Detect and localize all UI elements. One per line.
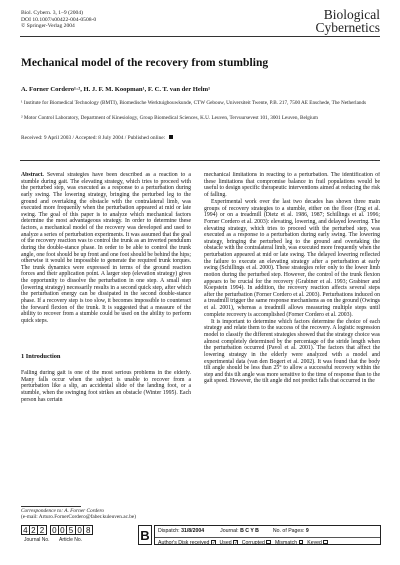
- correspondence-name: Correspondence to: A. Forner Cordero: [21, 508, 105, 514]
- abstract-text: Several strategies have been described as a reaction to a stumble during gait. The elevating strategy, which tries to proceed with the perturbed step, was executed as a response to a perturbation during early swing. The lowering strategy, bringing the perturbed leg to the ground and overtaking the obstacle with the contralateral limb, was executed more frequently when the perturbation appeared at mid or late swing. The goal of this paper is to analyze which mechanical factors determine the most advantageous strategy. In order to determine these factors, a mechanical model of the recovery was developed and used to analyze a series of perturbation experiments. It was assumed that the goal of the recovery reaction was to control the trunk as an inverted pendulum during the double-stance phase. In order to be able to control the trunk angle, one foot should be up front and one foot should be behind the hips; otherwise it would be impossible to generate the required trunk torques. The trunk dynamics were expressed in terms of the ground reaction forces and their application point. A larger step (elevation strategy) gives the opportunity to dissolve the perturbation in one step. A small step (lowering strategy) necessarily results in a second quick step, after which the perturbation energy can be dissipated in the second double-stance phase. If a recovery step is too slow, it becomes impossible to counteract the forward flexion of the trunk. It is suggested that a measure of the ability to recover from a stumble could be used on the ability to perform quick steps.: [21, 172, 191, 324]
- citation-block: [21, 10, 96, 30]
- journal-field: Journal: B C Y B: [220, 528, 259, 534]
- digit-cell: 4: [21, 525, 30, 535]
- production-footer: [21, 525, 381, 547]
- abstract-rule: [20, 160, 380, 161]
- end-square-icon: [169, 135, 173, 139]
- corrupted-field: Corrupted: [242, 540, 271, 546]
- journal-title-line1: Biological: [323, 7, 380, 22]
- introduction-text: [21, 370, 191, 421]
- dispatch-field: Dispatch: 31/8/2004: [158, 528, 205, 534]
- disk-received-field: Author's Disk received ✓: [158, 539, 216, 546]
- digit-cell: 0: [76, 525, 85, 535]
- section-heading-introduction: 1 Introduction: [21, 353, 61, 360]
- checkbox-icon[interactable]: [299, 540, 304, 545]
- mismatch-field: Mismatch: [275, 540, 303, 546]
- digit-cell: 2: [38, 525, 47, 535]
- checkbox-icon[interactable]: [266, 540, 271, 545]
- received-dates: [21, 135, 173, 141]
- digit-cell: 2: [30, 525, 39, 535]
- right-column: [204, 172, 380, 507]
- keyed-field: Keyed: [307, 540, 328, 546]
- intro-paragraph: Falling during gait is one of the most serious problems in the elderly. Many falls occur when the subject is unable to recover from a perturbation like a slip, an accidental slide of the landing foot, or a stumble, when the swinging foot strikes an obstacle (Winter 1995). Each person has certain: [21, 370, 191, 403]
- digit-cell: 0: [50, 525, 59, 535]
- dispatch-info-box: [154, 525, 381, 545]
- author-list: A. Forner Cordero¹·², H. J. F. M. Koopman¹, F. C. T. van der Helm¹: [21, 86, 211, 93]
- checked-box-icon[interactable]: ✓: [234, 540, 239, 546]
- article-no-label: Article No.: [59, 537, 83, 543]
- journal-title-line2: Cybernetics: [315, 20, 380, 35]
- abstract: [21, 172, 191, 340]
- digit-cell: 8: [84, 525, 93, 535]
- correspondence-email: (e-mail: Arturo.FornerCordero@faber.kuleuven.ac.be): [21, 514, 137, 521]
- citation-line: Biol. Cybern. 3, 1–9 (2004): [21, 10, 83, 16]
- article-title: Mechanical model of the recovery from stumbling: [21, 57, 269, 69]
- received-text: Received: 9 April 2003 / Accepted: 8 July 2004 / Published online:: [21, 135, 167, 141]
- dispatch-row: [158, 528, 377, 534]
- journal-number-boxes: [21, 525, 47, 535]
- right-paragraph-1: mechanical limitations in reacting to a perturbation. The identification of these limitations that compromise balance in frail populations would be useful to design specific therapeutic interventions aimed at reducing the risk of falling.: [204, 172, 380, 198]
- checked-box-icon[interactable]: ✓: [211, 540, 216, 546]
- used-field: Used ✓: [219, 539, 239, 546]
- article-number-boxes: [50, 525, 93, 535]
- category-letter: B: [138, 525, 152, 545]
- disk-status-row: [155, 537, 380, 546]
- right-paragraph-3: It is important to determine which factors determine the choice of each strategy and relate them to the success of the recovery. A logistic regression model to classify the different strategies showed that the strategy choice was almost completely determined by the percentage of the stride length when the perturbation occurred (Pavol et al. 2001). The factors that affect the lowering strategy in the elderly were analyzed with a model and experimental data (van den Bogert et al. 2002). It was found that the body tilt angle should be less than 25° to allow a successful recovery within the step and this tilt angle was more sensitive to the time of response than to the gait speed. However, the tilt angle did not predict falls that occurred in the: [204, 318, 380, 385]
- footnote-rule: [21, 506, 81, 507]
- affiliation-1: ¹ Institute for Biomedical Technology (BMTI), Biomedische Werktuigbouwkunde, CTW Gebouw, Universiteit Twente, P.B. 217, 7500 AE Enschede, The Netherlands: [21, 100, 367, 106]
- doi-line: DOI 10.1007/s00422-004-0508-0: [21, 16, 97, 23]
- abstract-label: Abstract.: [21, 172, 44, 178]
- header-rule: [20, 36, 380, 37]
- digit-cell: 0: [59, 525, 68, 535]
- correspondence-note: [21, 508, 136, 521]
- copyright-line: © Springer-Verlag 2004: [21, 23, 75, 30]
- right-paragraph-2: Experimental work over the last two decades has shown three main groups of recovery strategies to a stumble, either on the floor (Eng et al. 1994) or on a treadmill (Dietz et al. 1986, 1987; Schillings et al. 1996; Forner Cordero et al. 2003): elevating, lowering, and delayed lowering. The elevating strategy, which tries to proceed with the perturbed step, was executed as a response to a perturbation during early swing. The lowering strategy, bringing the perturbed leg to the ground and overtaking the obstacle with the contralateral limb, was executed more frequently when the perturbation appeared at mid or late swing. The delayed lowering reflected the failure to execute an elevating strategy after a perturbation at early swing (Schillings et al. 2000). These strategies refer only to the lower limb motion during the perturbed step. However, the control of the trunk flexion appears to be crucial for the recovery (Grabiner et al. 1993; Grabiner and Koepstein 1994). In addition, the recovery reaction affects several steps after the perturbation (Forner Cordero et al. 2003). Perturbations induced on a treadmill trigger the same response mechanisms as on the ground (Owings et al. 2001), whereas a treadmill allows measuring multiple steps until complete recovery is accomplished (Forner Cordero et al. 2003).: [204, 199, 380, 318]
- digit-cell: 5: [67, 525, 76, 535]
- journal-no-label: Journal No.: [24, 537, 50, 543]
- affiliation-2: ² Motor Control Laboratory, Department of Kinesiology, Group Biomedical Sciences, K.U. Leuven, Tervuursevest 101, 3001 Leuven, Belgium: [21, 115, 318, 121]
- journal-logo: [316, 8, 380, 34]
- pages-field: No. of Pages: 9: [272, 528, 309, 534]
- checkbox-icon[interactable]: [323, 540, 328, 545]
